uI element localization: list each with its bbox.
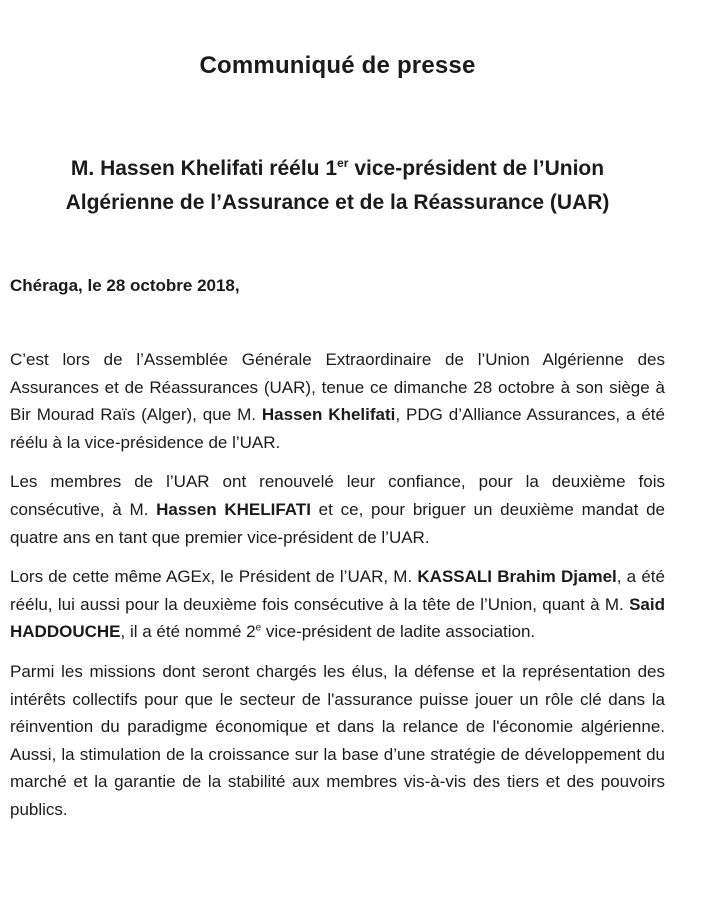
document-title bbox=[10, 152, 665, 220]
document-body bbox=[10, 346, 665, 824]
paragraph-3: Lors de cette même AGEx, le Président de l’UAR, M. KASSALI Brahim Djamel, a été réélu, lui aussi pour la deuxième fois consécutive à la tête de l’Union, quant à M. Said HADDOUCHE, il a été nommé 2e vice-président de ladite association. bbox=[10, 567, 665, 642]
paragraph-2: Les membres de l’UAR ont renouvelé leur confiance, pour la deuxième fois consécutive, à M. Hassen KHELIFATI et ce, pour briguer un deuxième mandat de quatre ans en tant que premier vice-président de l’UAR. bbox=[10, 472, 665, 547]
paragraph-1: C’est lors de l’Assemblée Générale Extraordinaire de l’Union Algérienne des Assurances et de Réassurances (UAR), tenue ce dimanche 28 octobre à son siège à Bir Mourad Raïs (Alger), que M. Hassen Khelifati, PDG d’Alliance Assurances, a été réélu à la vice-présidence de l’UAR. bbox=[10, 350, 665, 452]
title-line-1: M. Hassen Khelifati réélu 1er vice-président de l’Union bbox=[70, 156, 605, 180]
dateline: Chéraga, le 28 octobre 2018, bbox=[10, 276, 240, 295]
paragraph-4: Parmi les missions dont seront chargés les élus, la défense et la représentation des intérêts collectifs pour que le secteur de l'assurance puisse jouer un rôle clé dans la réinvention du paradigme économique et dans la relance de l'économie algérienne. Aussi, la stimulation de la croissance sur la base d’une stratégie de développement du marché et la garantie de la stabilité aux membres vis-à-vis des tiers et des pouvoirs publics. bbox=[10, 661, 665, 819]
title-line-2: Algérienne de l’Assurance et de la Réassurance (UAR) bbox=[65, 191, 610, 214]
document-header: Communiqué de presse bbox=[199, 52, 476, 79]
